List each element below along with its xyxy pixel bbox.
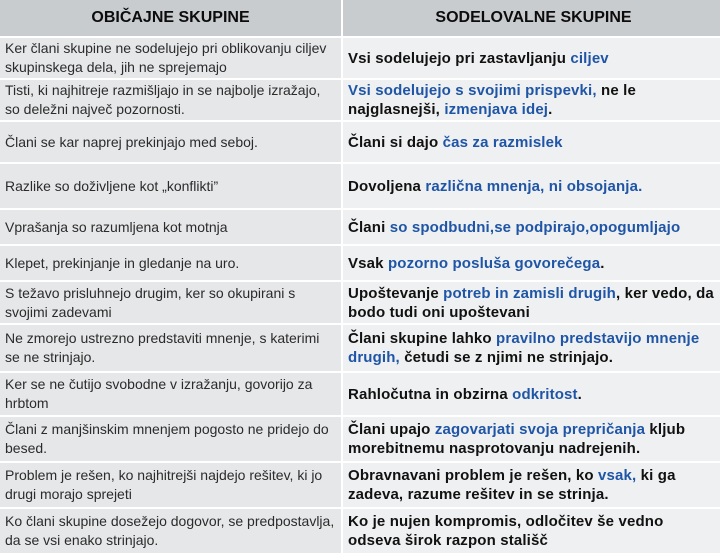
- cell-text: ne le najglasnejši,: [348, 82, 636, 118]
- highlighted-text: izmenjava idej: [444, 101, 549, 118]
- highlighted-text: zagovarjati svoja prepričanja: [434, 421, 646, 438]
- header-cooperative-groups: SODELOVALNE SKUPINE: [343, 0, 720, 36]
- ordinary-group-cell: Problem je rešen, ko najhitrejši najdejo rešitev, ki jo drugi morajo sprejeti: [0, 463, 341, 507]
- header-ordinary-groups: OBIČAJNE SKUPINE: [0, 0, 341, 36]
- cell-text: Člani upajo: [348, 421, 435, 438]
- highlighted-text: različna mnenja, ni obsojanja.: [425, 177, 643, 195]
- highlighted-text: so spodbudni,se podpirajo,opogumljajo: [389, 218, 681, 236]
- cooperative-group-cell: [343, 122, 720, 162]
- cooperative-group-cell: [343, 417, 720, 461]
- highlighted-text: pravilno predstavijo mnenje drugih,: [348, 330, 700, 366]
- cell-text: Člani skupine lahko: [348, 330, 497, 347]
- cooperative-group-cell: [343, 463, 720, 507]
- cell-text: .: [600, 254, 605, 272]
- ordinary-group-cell: Tisti, ki najhitreje razmišljajo in se najbolje izražajo, so deležni največ pozornosti.: [0, 80, 341, 120]
- cell-text: kljub morebitnemu nasprotovanju nadrejenih.: [348, 421, 686, 457]
- table-row: [0, 80, 720, 120]
- highlighted-text: pozorno posluša govorečega: [387, 254, 601, 272]
- highlighted-text: Vsi sodelujejo s svojimi prispevki,: [348, 82, 597, 99]
- table-row: [0, 38, 720, 78]
- ordinary-group-cell: Ko člani skupine dosežejo dogovor, se predpostavlja, da se vsi enako strinjajo.: [0, 509, 341, 553]
- cell-text: , ker vedo, da bodo tudi oni upoštevani: [348, 284, 714, 321]
- cell-text: Obravnavani problem je rešen, ko: [348, 467, 599, 484]
- ordinary-group-cell: Ne zmorejo ustrezno predstaviti mnenje, s katerimi se ne strinjajo.: [0, 325, 341, 371]
- cooperative-group-cell: [343, 509, 720, 553]
- highlighted-text: vsak,: [598, 467, 637, 484]
- cooperative-group-cell: [343, 246, 720, 280]
- ordinary-group-cell: Klepet, prekinjanje in gledanje na uro.: [0, 246, 341, 280]
- ordinary-group-cell: Člani se kar naprej prekinjajo med seboj.: [0, 122, 341, 162]
- table-body: [0, 38, 720, 553]
- cooperative-group-cell: [343, 80, 720, 120]
- table-header-row: [0, 0, 720, 36]
- table-row: [0, 373, 720, 415]
- ordinary-group-cell: S težavo prisluhnejo drugim, ker so okupirani s svojimi zadevami: [0, 282, 341, 323]
- cell-text: Upoštevanje: [348, 284, 444, 302]
- table-row: [0, 417, 720, 461]
- cell-text: Vsak: [348, 254, 388, 272]
- table-row: [0, 210, 720, 244]
- table-row: [0, 246, 720, 280]
- ordinary-group-cell: Ker člani skupine ne sodelujejo pri oblikovanju ciljev skupinskega dela, jih ne sprejemajo: [0, 38, 341, 78]
- highlighted-text: ciljev: [570, 49, 609, 67]
- ordinary-group-cell: Vprašanja so razumljena kot motnja: [0, 210, 341, 244]
- table-row: [0, 463, 720, 507]
- highlighted-text: odkritost: [512, 385, 578, 403]
- table-row: [0, 509, 720, 553]
- cooperative-group-cell: [343, 210, 720, 244]
- cell-text: Rahločutna in obzirna: [348, 385, 513, 403]
- table-row: [0, 122, 720, 162]
- ordinary-group-cell: Ker se ne čutijo svobodne v izražanju, govorijo za hrbtom: [0, 373, 341, 415]
- table-row: [0, 282, 720, 323]
- cooperative-group-cell: [343, 325, 720, 371]
- cell-text: .: [577, 385, 582, 403]
- highlighted-text: čas za razmislek: [442, 133, 563, 151]
- cell-text: četudi se z njimi ne strinjajo.: [399, 349, 614, 366]
- ordinary-group-cell: Člani z manjšinskim mnenjem pogosto ne pridejo do besed.: [0, 417, 341, 461]
- cell-text: Ko je nujen kompromis, odločitev še vedno odseva širok razpon stališč: [348, 513, 664, 549]
- cooperative-group-cell: [343, 164, 720, 208]
- ordinary-group-cell: Razlike so doživljene kot „konflikti”: [0, 164, 341, 208]
- cooperative-group-cell: [343, 373, 720, 415]
- cell-text: Člani si dajo: [348, 133, 443, 151]
- table-row: [0, 164, 720, 208]
- highlighted-text: potreb in zamisli drugih: [443, 284, 616, 302]
- cooperative-group-cell: [343, 38, 720, 78]
- cell-text: Dovoljena: [348, 177, 426, 195]
- cell-text: Člani: [348, 218, 390, 236]
- cell-text: ki ga zadeva, razume rešitev in se strinja.: [348, 467, 676, 503]
- cell-text: Vsi sodelujejo pri zastavljanju: [348, 49, 571, 67]
- cooperative-group-cell: [343, 282, 720, 323]
- cell-text: .: [548, 101, 553, 118]
- table-row: [0, 325, 720, 371]
